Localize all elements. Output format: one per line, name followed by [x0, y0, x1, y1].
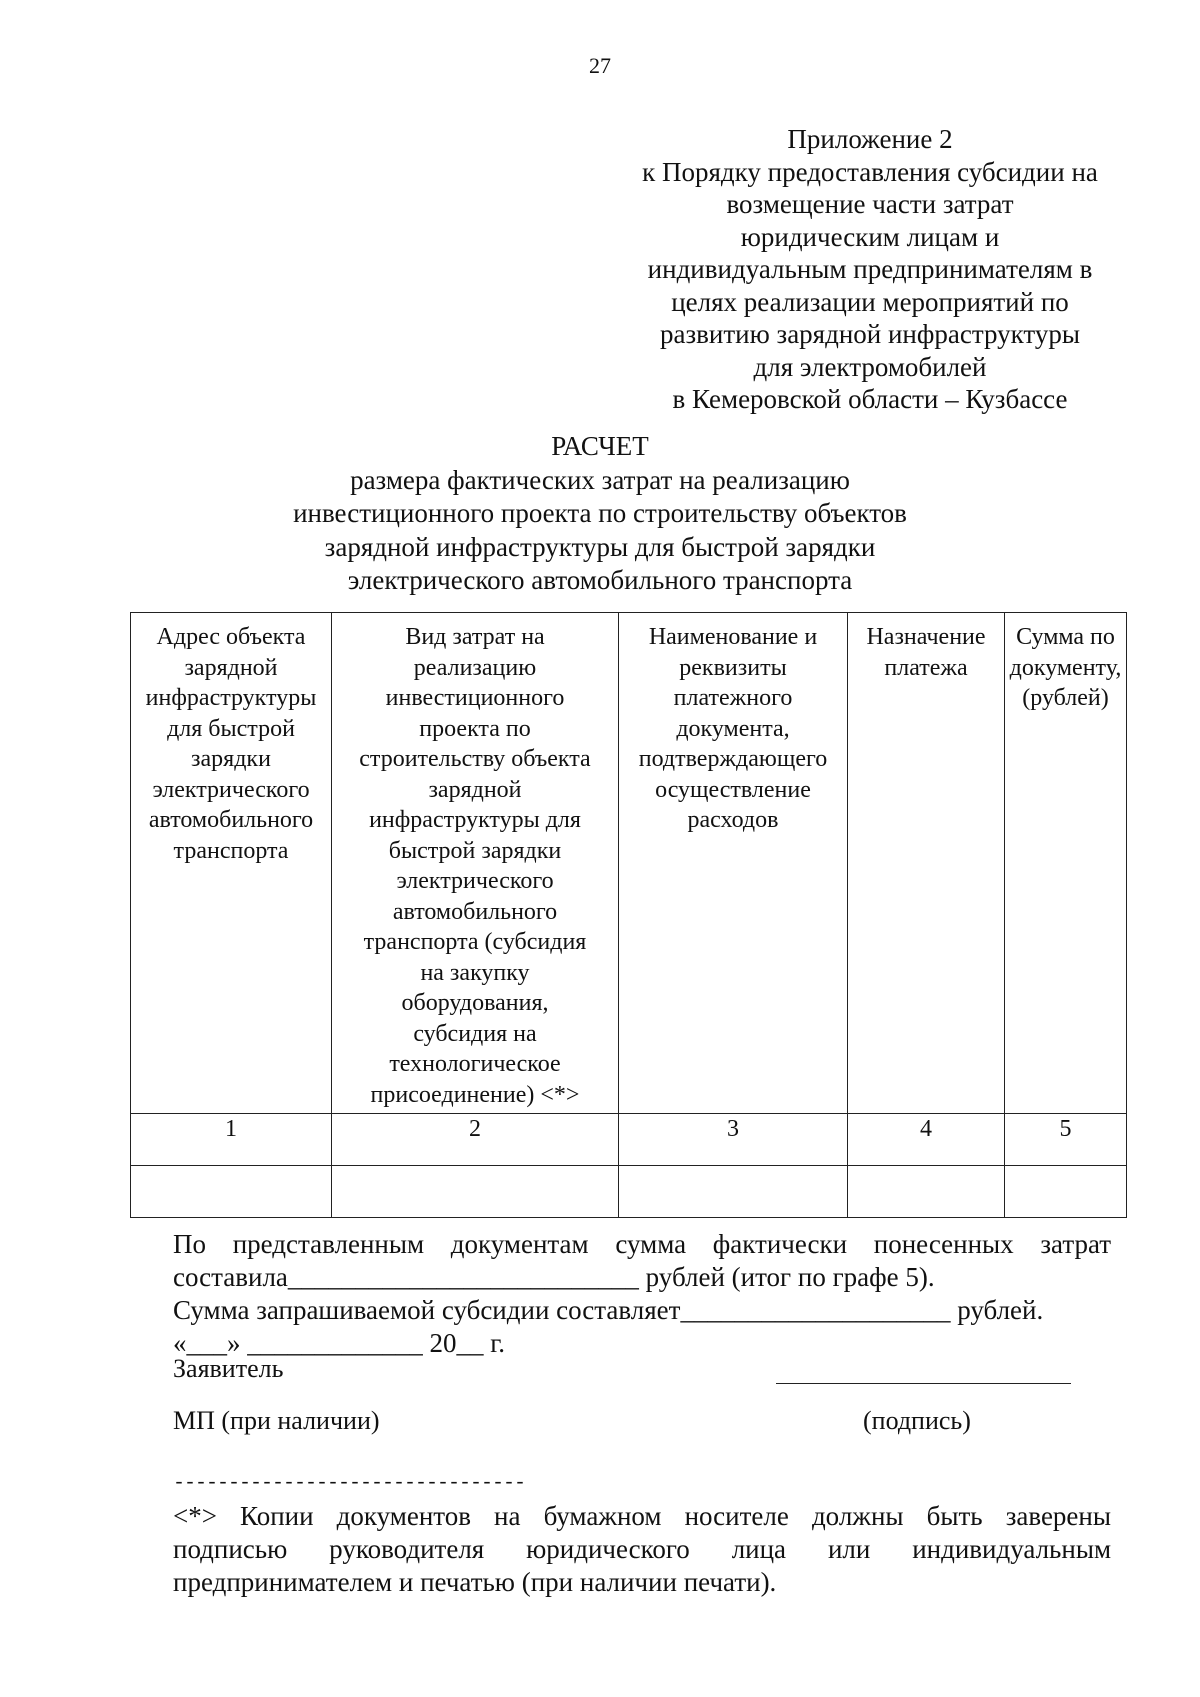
word: затрат — [1040, 1229, 1112, 1259]
header-text-line: быстрой зарядки — [388, 837, 562, 864]
word: руководителя — [329, 1534, 485, 1564]
header-text-line: автомобильного — [148, 807, 314, 833]
word: должны — [811, 1501, 904, 1531]
date-line: «___» _____________ 20__ г. — [173, 1328, 506, 1358]
word: на — [494, 1501, 521, 1531]
document-title — [0, 430, 1200, 598]
word: заверены — [1005, 1501, 1112, 1531]
header-text-line: Вид затрат на — [405, 624, 545, 650]
appendix-line: развитию зарядной инфраструктуры — [660, 319, 1080, 349]
header-text-line: реализацию — [413, 654, 537, 681]
document-subtitle-line: размера фактических затрат на реализацию — [350, 464, 850, 495]
header-text-line: зарядки — [191, 746, 271, 772]
header-text-line: платежа — [884, 654, 968, 681]
appendix-line: индивидуальным предпринимателям в — [647, 254, 1093, 284]
header-text-line: инфраструктуры — [145, 685, 317, 711]
header-text-line: платежного — [673, 685, 793, 711]
table-cell-empty — [848, 1166, 1005, 1218]
header-text-line: зарядной — [428, 776, 522, 803]
header-text-line: осуществление — [655, 776, 811, 803]
document-heading: РАСЧЕТ — [551, 431, 649, 461]
header-text-line: присоединение) <*> — [370, 1081, 580, 1108]
table-cell-empty — [619, 1166, 848, 1218]
header-text-line: документу, — [1009, 654, 1122, 681]
appendix-line: к Порядку предоставления субсидии на — [642, 156, 1098, 187]
header-cell-cost-type — [332, 613, 619, 1114]
appendix-line: возмещение части затрат — [726, 189, 1014, 219]
header-text-line: субсидия на — [413, 1020, 537, 1047]
table-number-row — [131, 1114, 1127, 1166]
applicant-label: Заявитель — [173, 1354, 284, 1383]
document-subtitle-line: зарядной инфраструктуры для быстрой зарядки — [324, 531, 876, 562]
word: лица — [731, 1534, 787, 1564]
header-text-line: оборудования, — [401, 990, 549, 1016]
column-number: 4 — [848, 1114, 1005, 1166]
header-text-line: для быстрой — [167, 715, 295, 742]
word: носителе — [684, 1501, 789, 1531]
header-text-line: Назначение — [866, 624, 986, 650]
header-text-line: транспорта — [173, 837, 289, 864]
header-text-line: подтверждающего — [638, 746, 828, 772]
appendix-line: Приложение 2 — [787, 124, 953, 154]
page-number: 27 — [589, 53, 611, 78]
word: бумажном — [543, 1501, 662, 1531]
word: подписью — [173, 1534, 288, 1564]
header-text-line: Адрес объекта — [156, 624, 306, 650]
column-number: 5 — [1005, 1114, 1127, 1166]
table-cell-empty — [332, 1166, 619, 1218]
word: Копии — [240, 1501, 314, 1531]
stamp-label: МП (при наличии) — [173, 1406, 380, 1435]
column-number: 3 — [619, 1114, 848, 1166]
footnote-line-1 — [173, 1500, 1111, 1533]
word: или — [827, 1534, 871, 1564]
summary-line-2: составила__________________________ рублей (итог по графе 5). — [173, 1262, 935, 1292]
word: индивидуальным — [912, 1534, 1112, 1564]
appendix-line: целях реализации мероприятий по — [671, 286, 1069, 317]
header-text-line: проекта по — [419, 715, 531, 742]
summary-line-3: Сумма запрашиваемой субсидии составляет____________________ рублей. — [173, 1295, 1044, 1325]
header-text-line: на закупку — [420, 959, 530, 986]
header-text-line: строительству объекта — [359, 746, 591, 772]
summary-line-1 — [173, 1227, 1111, 1261]
column-number: 2 — [332, 1114, 619, 1166]
header-text-line: автомобильного — [392, 898, 558, 925]
footnote-line-3: предпринимателем и печатью (при наличии печати). — [173, 1567, 777, 1597]
header-text-line: (рублей) — [1022, 685, 1109, 711]
header-text-line: технологическое — [389, 1051, 561, 1077]
appendix-line: в Кемеровской области – Кузбассе — [672, 384, 1068, 414]
appendix-line: юридическим лицам и — [740, 221, 1000, 252]
word: документов — [336, 1501, 471, 1531]
header-text-line: расходов — [687, 807, 779, 833]
header-text-line: зарядной — [184, 654, 278, 681]
word: понесенных — [873, 1229, 1014, 1259]
word: документам — [450, 1229, 589, 1259]
table-cell-empty — [1005, 1166, 1127, 1218]
footnote-separator: -------------------------------- — [173, 1472, 526, 1495]
summary-block — [173, 1227, 1111, 1360]
signature-caption: (подпись) — [863, 1406, 971, 1435]
appendix-header — [600, 123, 1140, 416]
header-cell-payment-purpose — [848, 613, 1005, 1114]
document-subtitle-line: инвестиционного проекта по строительству объектов — [293, 498, 907, 529]
header-text-line: инфраструктуры для — [369, 807, 581, 833]
footnote — [173, 1500, 1111, 1599]
header-text-line: транспорта (субсидия — [363, 929, 587, 955]
signature-line — [776, 1383, 1071, 1384]
table-header-row — [131, 613, 1127, 1114]
table-row — [131, 1166, 1127, 1218]
word: фактически — [712, 1229, 848, 1259]
word: <*> — [173, 1501, 217, 1531]
header-text-line: инвестиционного — [385, 685, 565, 711]
document-subtitle-line: электрического автомобильного транспорта — [347, 565, 853, 596]
calculation-table — [130, 612, 1127, 1218]
appendix-line: для электромобилей — [753, 351, 987, 382]
header-text-line: Сумма по — [1016, 624, 1115, 650]
header-text-line: электрического — [152, 776, 310, 803]
word: быть — [926, 1501, 983, 1531]
table-cell-empty — [131, 1166, 332, 1218]
word: представленным — [232, 1229, 425, 1259]
footnote-line-2 — [173, 1533, 1111, 1566]
header-text-line: Наименование и — [648, 624, 818, 650]
word: сумма — [615, 1229, 687, 1259]
header-text-line: реквизиты — [679, 654, 787, 681]
column-number: 1 — [131, 1114, 332, 1166]
header-text-line: электрического — [396, 868, 554, 894]
word: По — [173, 1229, 206, 1259]
header-cell-payment-document — [619, 613, 848, 1114]
header-text-line: документа, — [676, 715, 790, 742]
header-cell-address — [131, 613, 332, 1114]
header-cell-amount — [1005, 613, 1127, 1114]
word: юридического — [526, 1534, 690, 1564]
